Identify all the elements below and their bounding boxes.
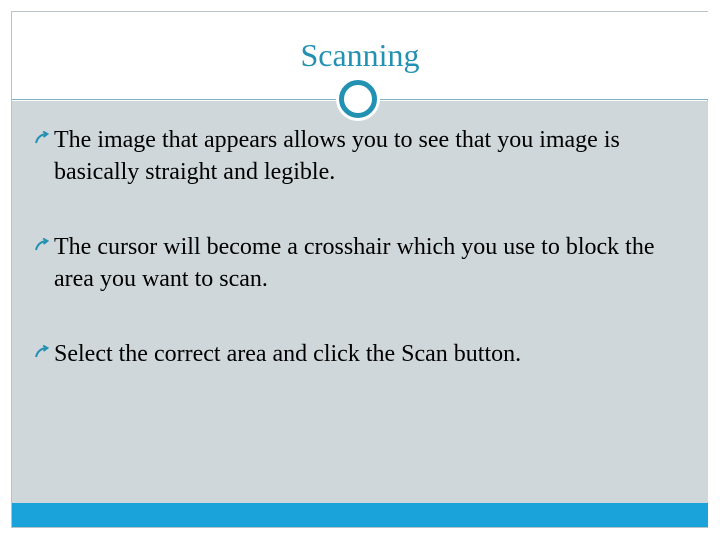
curved-arrow-bullet-icon [35,238,49,252]
bullet-item [44,124,684,188]
bullet-list [44,124,684,370]
footer-bar [12,503,708,527]
curved-arrow-bullet-icon [35,131,49,145]
slide-title: Scanning [300,37,420,73]
curved-arrow-bullet-icon [35,345,49,359]
bullet-item [44,338,684,370]
ring-ornament-icon [339,80,377,118]
bullet-text: The image that appears allows you to see that you image is basically straight and legible. [54,127,620,185]
bullet-item [44,231,684,295]
bullet-text: Select the correct area and click the Scan button. [54,341,522,367]
bullet-text: The cursor will become a crosshair which you use to block the area you want to scan. [54,234,655,292]
